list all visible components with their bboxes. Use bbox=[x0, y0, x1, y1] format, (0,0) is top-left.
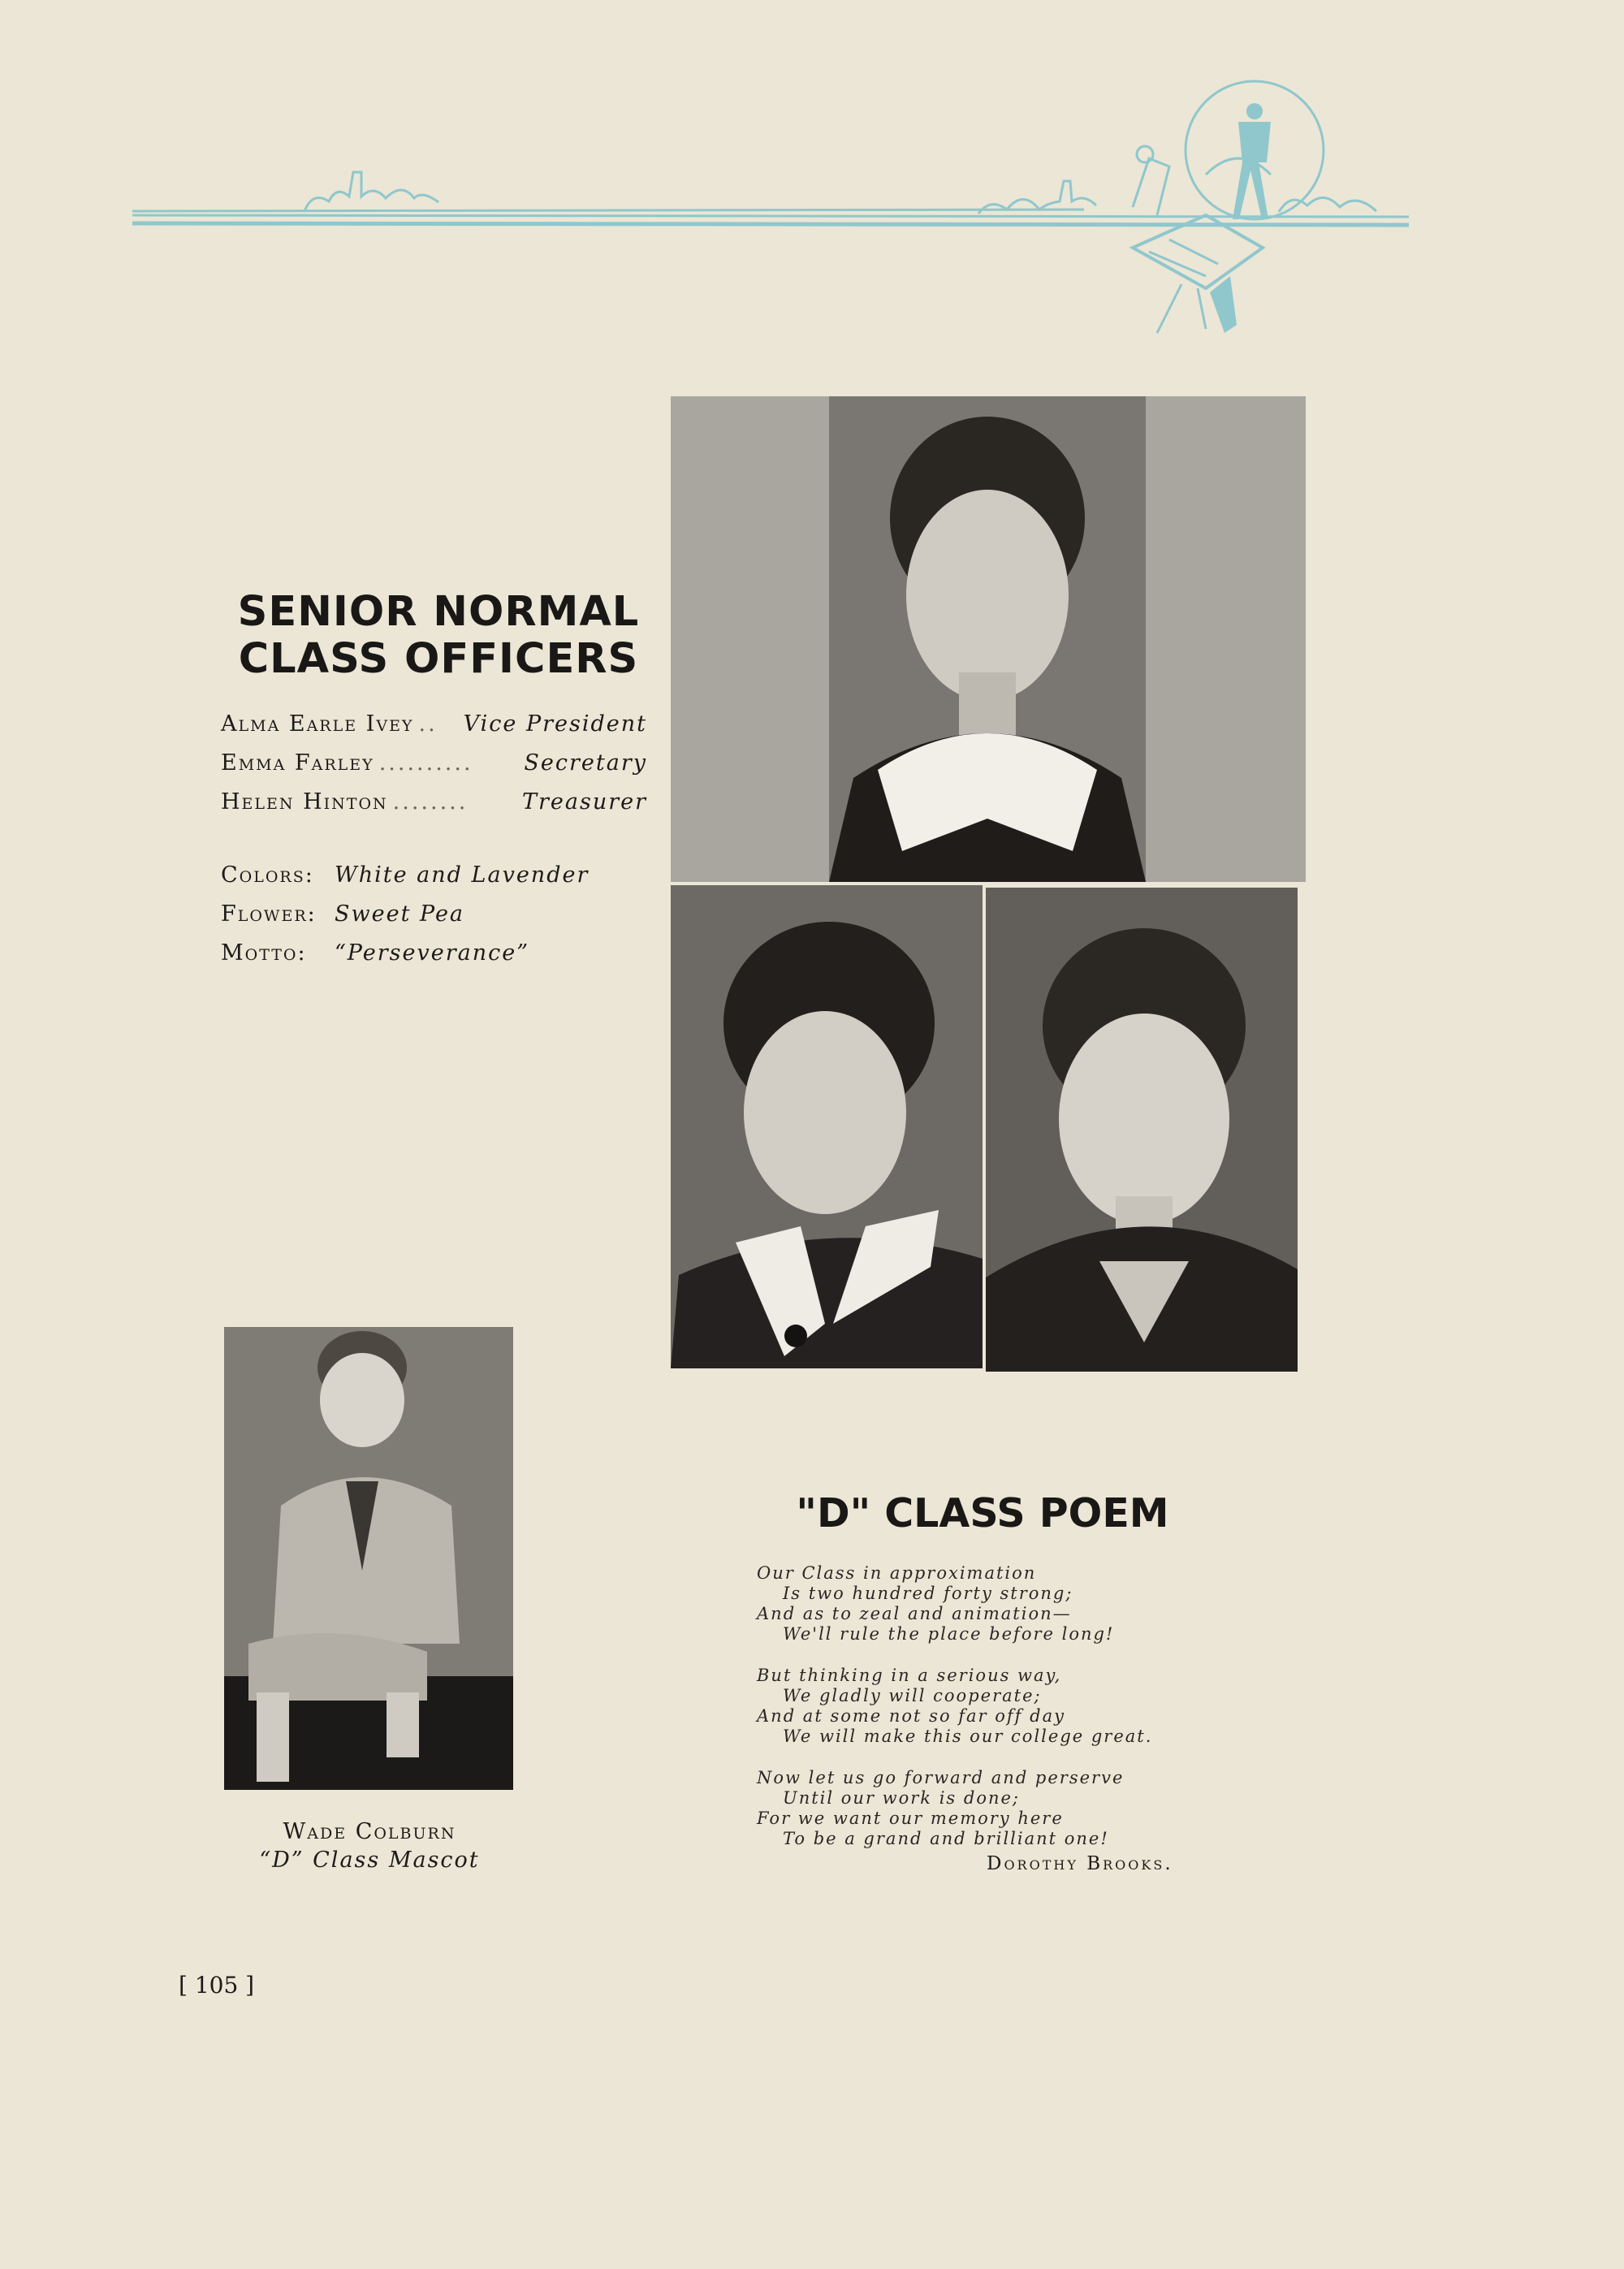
officer-row bbox=[221, 711, 647, 750]
decorative-banner bbox=[126, 77, 1409, 337]
portrait-vice-president bbox=[829, 396, 1146, 882]
poem-line: We will make this our college great. bbox=[783, 1727, 1153, 1746]
poem-author: Dorothy Brooks. bbox=[987, 1853, 1173, 1874]
officers-heading-line2: CLASS OFFICERS bbox=[238, 635, 639, 683]
mascot-name: Wade Colburn bbox=[283, 1819, 456, 1844]
officer-role: Vice President bbox=[463, 711, 647, 737]
portrait-treasurer bbox=[986, 888, 1298, 1372]
portrait-secretary bbox=[671, 885, 983, 1368]
leader-dots: .. bbox=[418, 711, 438, 737]
poem-line: We gladly will cooperate; bbox=[783, 1686, 1042, 1705]
poem-line: And as to zeal and animation— bbox=[757, 1604, 1072, 1623]
poem-line: We'll rule the place before long! bbox=[783, 1624, 1115, 1644]
officer-role: Treasurer bbox=[521, 789, 647, 815]
leader-dots: ........ bbox=[392, 789, 469, 815]
page-number: [ 105 ] bbox=[179, 1972, 255, 1999]
mascot-photo bbox=[224, 1327, 513, 1790]
officer-row bbox=[221, 750, 647, 789]
officer-name: Alma Earle Ivey bbox=[221, 711, 414, 737]
motto-row bbox=[221, 940, 647, 979]
officer-row bbox=[221, 789, 647, 828]
poem-stanza bbox=[757, 1666, 1244, 1747]
poem-stanza bbox=[757, 1563, 1244, 1644]
colors-value: White and Lavender bbox=[335, 862, 590, 888]
poem-line: Until our work is done; bbox=[783, 1788, 1020, 1808]
poem-line: Is two hundred forty strong; bbox=[783, 1584, 1073, 1603]
colors-row bbox=[221, 862, 647, 901]
officer-role: Secretary bbox=[524, 750, 647, 776]
colors-label: Colors: bbox=[221, 862, 314, 888]
flower-row bbox=[221, 901, 647, 940]
poem-body bbox=[757, 1563, 1244, 1870]
poem-line: To be a grand and brilliant one! bbox=[783, 1829, 1109, 1848]
poem-line: But thinking in a serious way, bbox=[757, 1666, 1062, 1685]
poem-line: For we want our memory here bbox=[757, 1809, 1064, 1828]
mascot-role: “D” Class Mascot bbox=[259, 1848, 480, 1873]
officer-name: Emma Farley bbox=[221, 750, 374, 776]
officer-name: Helen Hinton bbox=[221, 789, 388, 815]
poem-line: And at some not so far off day bbox=[757, 1706, 1065, 1726]
motto-value: “Perseverance” bbox=[335, 940, 530, 966]
poem-stanza bbox=[757, 1768, 1244, 1849]
poem-line: Now let us go forward and perserve bbox=[757, 1768, 1125, 1787]
flower-label: Flower: bbox=[221, 901, 317, 927]
officers-heading-line1: SENIOR NORMAL bbox=[237, 588, 640, 636]
flower-value: Sweet Pea bbox=[335, 901, 465, 927]
poem-line: Our Class in approximation bbox=[757, 1563, 1037, 1583]
motto-label: Motto: bbox=[221, 940, 307, 966]
poem-title: "D" CLASS POEM bbox=[796, 1490, 1169, 1536]
officers-heading bbox=[219, 589, 658, 683]
leader-dots: .......... bbox=[378, 750, 473, 776]
